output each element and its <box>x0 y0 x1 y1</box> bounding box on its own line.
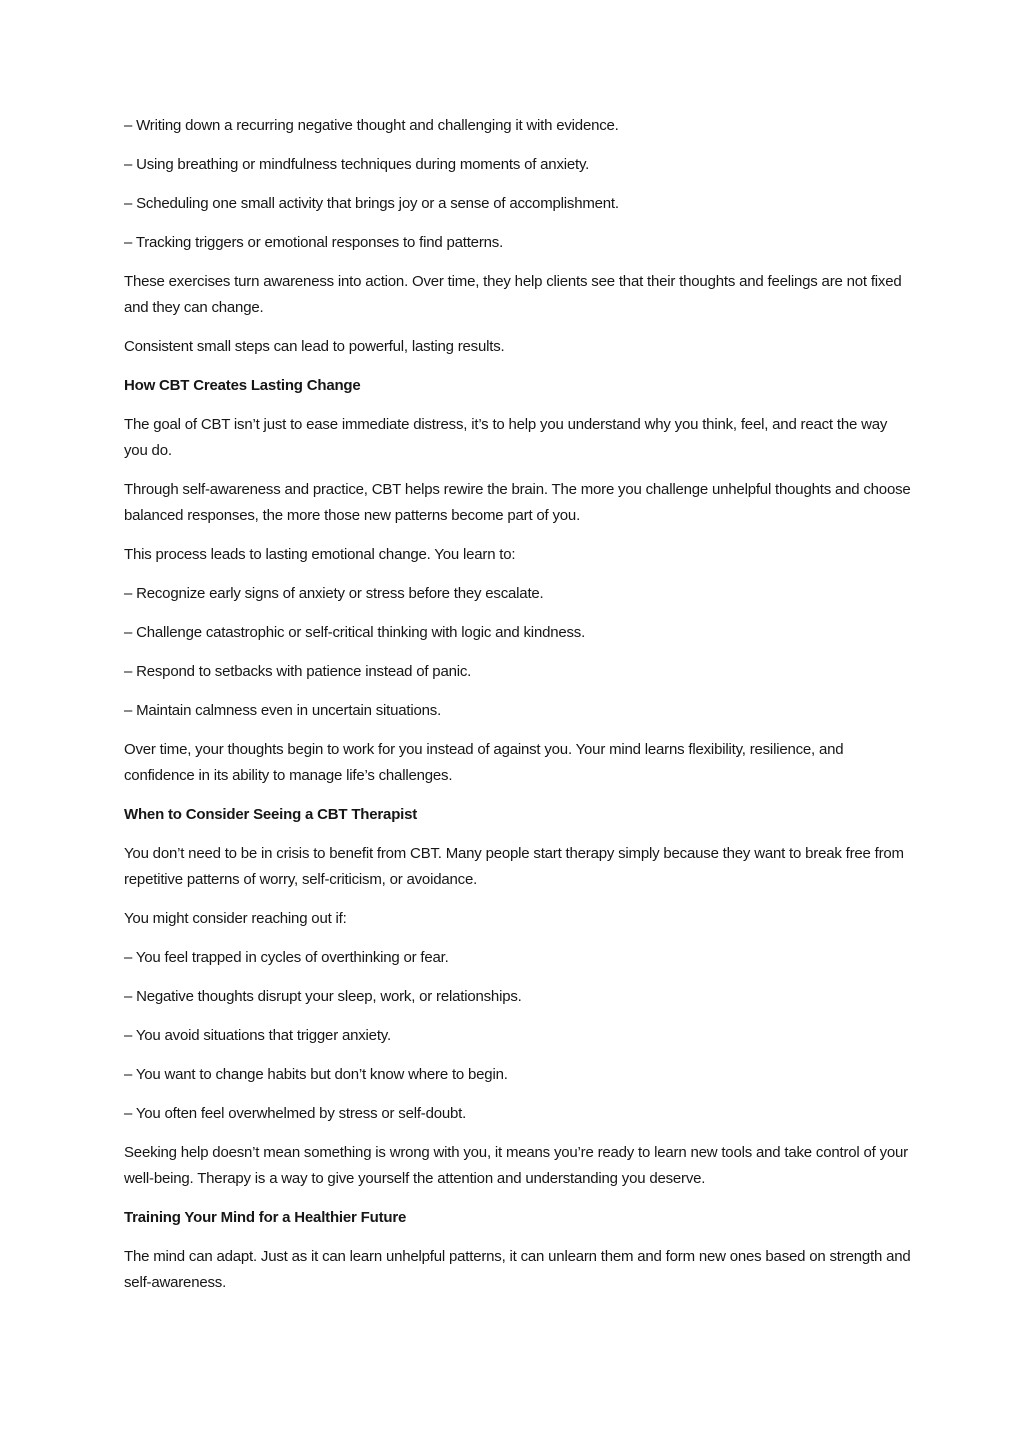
bullet-item: – You often feel overwhelmed by stress or self-doubt. <box>124 1105 467 1122</box>
bullet-item: – You want to change habits but don’t know where to begin. <box>124 1066 508 1083</box>
section-heading: When to Consider Seeing a CBT Therapist <box>124 806 418 823</box>
paragraph: The mind can adapt. Just as it can learn unhelpful patterns, it can unlearn them and form new ones based on strength and self-awareness. <box>124 1248 911 1291</box>
bullet-item: – Scheduling one small activity that brings joy or a sense of accomplishment. <box>124 195 619 212</box>
bullet-item: – Negative thoughts disrupt your sleep, work, or relationships. <box>124 988 522 1005</box>
bullet-item: – Maintain calmness even in uncertain situations. <box>124 702 442 719</box>
paragraph: You might consider reaching out if: <box>124 910 347 927</box>
paragraph: Seeking help doesn’t mean something is wrong with you, it means you’re ready to learn new tools and take control of your well-being. Therapy is a way to give yourself the attention and understanding you deserve. <box>124 1144 908 1187</box>
paragraph: You don’t need to be in crisis to benefit from CBT. Many people start therapy simply because they want to break free from repetitive patterns of worry, self-criticism, or avoidance. <box>124 845 904 888</box>
paragraph: Over time, your thoughts begin to work for you instead of against you. Your mind learns flexibility, resilience, and confidence in its ability to manage life’s challenges. <box>124 741 844 784</box>
paragraph: Through self-awareness and practice, CBT helps rewire the brain. The more you challenge unhelpful thoughts and choose balanced responses, the more those new patterns become part of you. <box>124 481 911 524</box>
section-heading: Training Your Mind for a Healthier Future <box>124 1209 407 1226</box>
bullet-item: – Writing down a recurring negative thought and challenging it with evidence. <box>124 117 619 134</box>
paragraph: Consistent small steps can lead to powerful, lasting results. <box>124 338 505 355</box>
paragraph: The goal of CBT isn’t just to ease immediate distress, it’s to help you understand why you think, feel, and react the way you do. <box>124 416 888 459</box>
paragraph: This process leads to lasting emotional change. You learn to: <box>124 546 516 563</box>
bullet-item: – Tracking triggers or emotional responses to find patterns. <box>124 234 504 251</box>
section-heading: How CBT Creates Lasting Change <box>124 377 361 394</box>
bullet-item: – You feel trapped in cycles of overthinking or fear. <box>124 949 449 966</box>
paragraph: These exercises turn awareness into action. Over time, they help clients see that their thoughts and feelings are not fixed and they can change. <box>124 273 902 316</box>
bullet-item: – You avoid situations that trigger anxiety. <box>124 1027 391 1044</box>
bullet-item: – Respond to setbacks with patience instead of panic. <box>124 663 472 680</box>
bullet-item: – Recognize early signs of anxiety or stress before they escalate. <box>124 585 544 602</box>
bullet-item: – Using breathing or mindfulness techniques during moments of anxiety. <box>124 156 590 173</box>
bullet-item: – Challenge catastrophic or self-critical thinking with logic and kindness. <box>124 624 586 641</box>
